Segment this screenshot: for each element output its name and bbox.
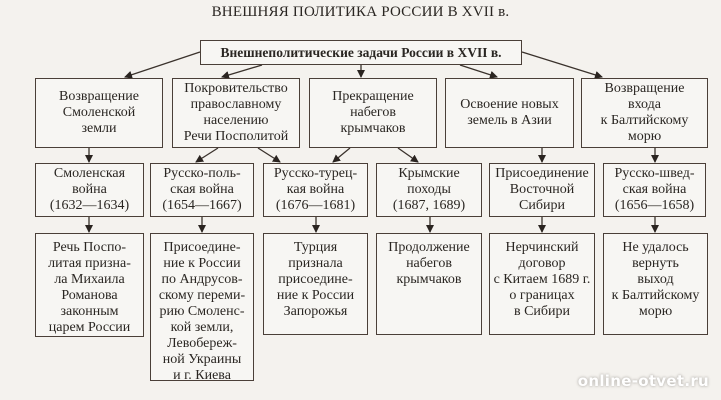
result-line: законным	[60, 304, 119, 319]
event-line: кая война	[286, 182, 345, 197]
result-line: Турция	[293, 240, 338, 255]
result-box-baltic-failed	[603, 233, 708, 335]
result-box-andrusovo-truce	[150, 233, 254, 381]
task-line: Покровительство	[184, 81, 288, 96]
diagram-title: ВНЕШНЯЯ ПОЛИТИКА РОССИИ В XVII в.	[211, 4, 510, 20]
event-line: Русско-швед-	[614, 166, 695, 181]
result-line: в Сибири	[513, 304, 571, 319]
task-line: населению	[203, 113, 269, 128]
result-line: к Балтийскому	[611, 288, 700, 303]
event-line: Крымские	[398, 166, 460, 181]
task-line: Освоение новых	[460, 97, 559, 112]
result-line: набегов	[406, 256, 452, 271]
event-line: (1676—1681)	[275, 198, 356, 213]
event-line: Русско-поль-	[163, 166, 241, 181]
result-box-nerchinsk-treaty	[489, 233, 595, 335]
event-box-russo-polish-war	[150, 163, 254, 217]
event-line: (1632—1634)	[49, 198, 130, 213]
result-line: скому переми-	[158, 288, 246, 303]
root-label: Внешнеполитические задачи России в XVII в.	[220, 44, 502, 60]
result-line: о границах	[509, 288, 575, 303]
task-line: Речи Посполитой	[183, 129, 289, 144]
event-line: Сибири	[519, 198, 565, 213]
result-line: и г. Киева	[173, 368, 231, 383]
result-line: ной Украины	[162, 352, 242, 367]
result-line: Продолжение	[388, 240, 470, 255]
task-box-smolensk	[35, 78, 163, 148]
result-line: выход	[637, 272, 674, 287]
result-line: договор	[518, 256, 566, 271]
result-box-romanov-recognized	[35, 233, 144, 337]
task-line: земель в Азии	[467, 113, 552, 128]
watermark: online-otvet.ru	[577, 372, 709, 390]
task-box-asia-lands	[445, 78, 574, 148]
task-box-baltic-access	[581, 78, 708, 148]
result-line: вернуть	[632, 256, 679, 271]
result-line: кой земли,	[170, 320, 234, 335]
task-line: православному	[190, 97, 282, 112]
event-line: Смоленская	[53, 166, 126, 181]
event-line: (1687, 1689)	[392, 198, 466, 213]
result-line: Речь Поспо-	[52, 240, 127, 255]
event-line: походы	[407, 182, 451, 197]
task-line: земли	[81, 121, 117, 136]
event-line: Восточной	[509, 182, 575, 197]
task-line: морю	[627, 129, 662, 144]
result-line: ла Михаила	[54, 272, 125, 287]
task-line: Возвращение	[604, 81, 685, 96]
result-line: Запорожья	[283, 304, 348, 319]
task-box-crimean-raids	[309, 78, 437, 148]
task-line: входа	[627, 97, 661, 112]
event-line: ская война	[170, 182, 234, 197]
result-line: с Китаем 1689 г.	[493, 272, 591, 287]
result-line: рию Смоленс-	[159, 304, 245, 319]
result-line: крымчаков	[396, 272, 462, 287]
event-line: (1656—1658)	[614, 198, 695, 213]
result-line: Левобереж-	[167, 336, 237, 351]
result-line: признала	[288, 256, 343, 271]
result-line: Нерчинский	[505, 240, 579, 255]
task-box-orthodox-protection	[172, 78, 300, 148]
result-line: царем России	[48, 320, 131, 335]
event-line: Присоединение	[495, 166, 589, 181]
event-line: ская война	[622, 182, 687, 197]
event-box-russo-swedish-war	[603, 163, 706, 217]
result-line: ние к России	[276, 288, 355, 303]
event-box-crimean-campaigns	[376, 163, 482, 217]
result-box-raids-continued	[376, 233, 482, 335]
event-line: (1654—1667)	[162, 198, 242, 213]
task-line: Возвращение	[59, 89, 139, 104]
task-line: Смоленской	[62, 105, 136, 120]
event-line: война	[72, 182, 107, 197]
event-box-east-siberia	[489, 163, 595, 217]
result-line: присоедине-	[278, 272, 353, 287]
result-line: Романова	[61, 288, 118, 303]
result-line: по Андрусов-	[161, 272, 243, 287]
task-line: крымчаков	[340, 121, 406, 136]
result-line: литая призна-	[48, 256, 131, 271]
result-box-zaporozhye	[263, 233, 368, 335]
task-line: Прекращение	[332, 89, 414, 104]
result-line: ние к России	[163, 256, 241, 271]
task-line: набегов	[350, 105, 396, 120]
event-box-russo-turkish-war	[263, 163, 368, 217]
event-line: Русско-турец-	[273, 166, 358, 181]
result-line: морю	[638, 304, 673, 319]
task-line: к Балтийскому	[600, 113, 689, 128]
result-line: Не удалось	[622, 240, 689, 255]
event-box-smolensk-war	[35, 163, 144, 217]
result-line: Присоедине-	[163, 240, 241, 255]
root-box	[200, 40, 522, 65]
